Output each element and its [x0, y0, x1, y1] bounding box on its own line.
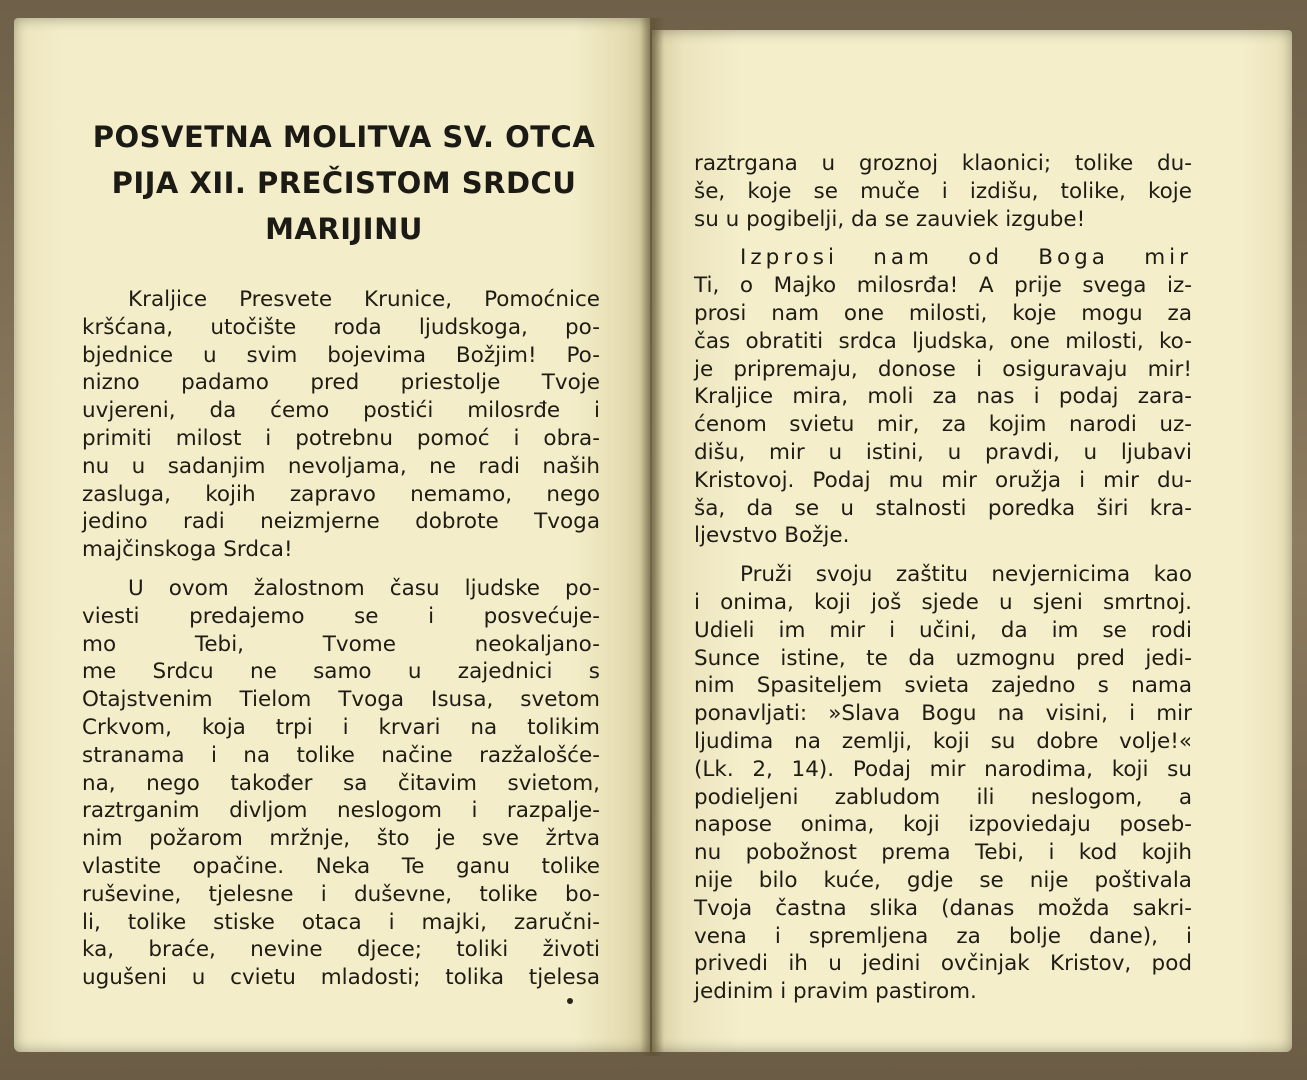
text-line: Pruži svoju zaštitu nevjernicima kao: [740, 562, 1192, 588]
left-body-text: [82, 286, 600, 992]
text-line: ljevstvo Božje.: [694, 523, 850, 549]
title-line: MARIJINU: [265, 212, 423, 246]
text-line: Izprosi nam od Boga mir: [740, 245, 1192, 271]
text-line: ka, braće, nevine djece; toliki životi: [82, 937, 600, 963]
text-line: ša, da se u stalnosti poredka širi kra-: [694, 495, 1192, 521]
text-line: dišu, mir u istini, u pravdi, u ljubavi: [694, 439, 1192, 465]
text-line: čas obratiti srdca ljudska, one milosti, ko-: [694, 328, 1192, 354]
text-line: je pripremaju, donose i osiguravaju mir!: [694, 356, 1192, 382]
text-line: Tvoja častna slika (danas možda sakri-: [694, 895, 1192, 921]
text-line: li, tolike stiske otaca i majki, zaručni-: [82, 909, 600, 935]
text-line: kršćana, utočište roda ljudskoga, po-: [82, 314, 600, 340]
text-line: Kraljice mira, moli za nas i podaj zara-: [694, 384, 1192, 410]
text-line: ponavljati: »Slava Bogu na visini, i mir: [694, 701, 1192, 727]
text-line: Ti, o Majko milosrđa! A prije svega iz-: [694, 273, 1192, 299]
text-line: Otajstvenim Tielom Tvoga Isusa, svetom: [82, 687, 600, 713]
text-line: Sunce istine, te da uzmognu pred jedi-: [694, 645, 1192, 671]
text-line: uvjereni, da ćemo postići milosrđe i: [82, 398, 600, 424]
text-line: še, koje se muče i izdišu, tolike, koje: [694, 178, 1192, 204]
text-line: me Srdcu ne samo u zajednici s: [82, 659, 600, 685]
text-line: majčinskoga Srdca!: [82, 537, 293, 563]
text-line: nim Spasiteljem svieta zajedno s nama: [694, 673, 1192, 699]
text-line: Crkvom, koja trpi i krvari na tolikim: [82, 714, 600, 740]
text-line: raztrgana u groznoj klaonici; tolike du-: [694, 151, 1192, 176]
text-line: U ovom žalostnom času ljudske po-: [128, 575, 600, 601]
text-line: jedinim i pravim pastirom.: [694, 979, 977, 1005]
prayer-title: [64, 114, 624, 252]
text-line: raztrganim divljom neslogom i razpalje-: [82, 798, 600, 824]
text-line: su u pogibelji, da se zauviek izgube!: [694, 206, 1086, 232]
text-line: podieljeni zabludom ili neslogom, a: [694, 784, 1192, 810]
text-line: vlastite opačine. Neka Te ganu tolike: [82, 853, 600, 879]
text-line: ruševine, tjelesne i duševne, tolike bo-: [82, 881, 600, 907]
title-line: PIJA XII. PREČISTOM SRDCU: [111, 166, 577, 200]
text-line: bjednice u svim bojevima Božjim! Po-: [82, 342, 600, 368]
text-line: nim požarom mržnje, što je sve žrtva: [82, 826, 600, 852]
text-line: ugušeni u cvietu mladosti; tolika tjelesa: [82, 965, 600, 991]
text-line: Udieli im mir i učini, da im se rodi: [694, 617, 1192, 643]
text-line: na, nego također sa čitavim svietom,: [82, 770, 600, 796]
text-line: primiti milost i potrebnu pomoć i obra-: [82, 425, 600, 451]
title-line: POSVETNA MOLITVA SV. OTCA: [92, 120, 596, 154]
text-line: ljudima na zemlji, koji su dobre volje!«: [694, 728, 1192, 754]
text-line: napose onima, koji izpoviedaju poseb-: [694, 812, 1192, 838]
text-line: viesti predajemo se i posvećuje-: [82, 603, 600, 629]
text-line: nu pobožnost prema Tebi, i kod kojih: [694, 840, 1192, 866]
page-mark: [567, 998, 573, 1004]
text-line: stranama i na tolike načine razžalošće-: [82, 742, 600, 768]
right-body-text: [694, 150, 1192, 1006]
text-line: nizno padamo pred priestolje Tvoje: [82, 370, 600, 396]
text-line: nije bilo kuće, gdje se nije poštivala: [694, 867, 1192, 893]
text-line: Kraljice Presvete Krunice, Pomoćnice: [128, 287, 600, 312]
right-page: [652, 30, 1292, 1052]
text-line: privedi ih u jedini ovčinjak Kristov, pod: [694, 951, 1192, 977]
text-line: ćenom svietu mir, za kojim narodi uz-: [694, 412, 1192, 438]
text-line: jedino radi neizmjerne dobrote Tvoga: [82, 509, 600, 535]
left-page: [14, 18, 650, 1052]
text-line: mo Tebi, Tvome neokaljano-: [82, 631, 600, 657]
text-line: vena i spremljena za bolje dane), i: [694, 923, 1192, 949]
text-line: zasluga, kojih zapravo nemamo, nego: [82, 481, 600, 507]
text-line: i onima, koji još sjede u sjeni smrtnoj.: [694, 589, 1192, 615]
text-line: nu u sadanjim nevoljama, ne radi naših: [82, 453, 600, 479]
text-line: prosi nam one milosti, koje mogu za: [694, 300, 1192, 326]
text-line: (Lk. 2, 14). Podaj mir narodima, koji su: [694, 756, 1192, 782]
text-line: Kristovoj. Podaj mu mir oružja i mir du-: [694, 467, 1192, 493]
